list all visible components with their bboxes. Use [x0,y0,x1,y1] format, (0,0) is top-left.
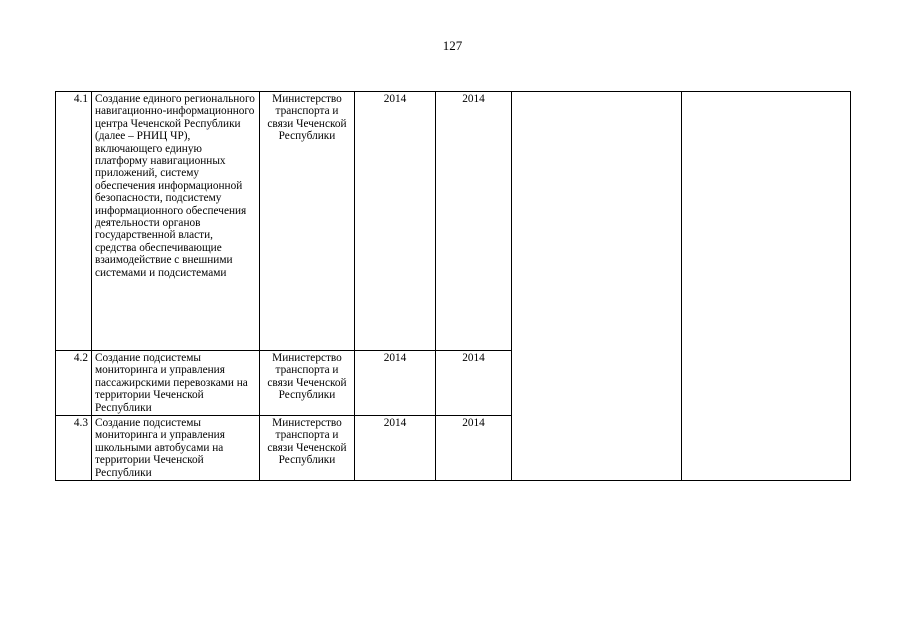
row-number: 4.1 [56,92,92,351]
empty-cell [682,92,851,481]
start-year: 2014 [355,416,436,481]
empty-cell [512,92,682,481]
measure-name: Создание единого регионального навигационно-информационного центра Чеченской Республики (далее – РНИЦ ЧР), включающего единую платформу навигационных приложений, систему обеспечения информационной безопасности, подсистему информационного обеспечения деятельности органов государственной власти, средства обеспечивающие взаимодействие с внешними системами и подсистемами [92,92,260,351]
start-year: 2014 [355,92,436,351]
row-number: 4.2 [56,351,92,416]
page-number: 127 [442,38,463,53]
end-year: 2014 [436,351,512,416]
executor: Министерство транспорта и связи Чеченской Республики [260,351,355,416]
end-year: 2014 [436,416,512,481]
measure-name: Создание подсистемы мониторинга и управления школьными автобусами на территории Чеченской Республики [92,416,260,481]
end-year: 2014 [436,92,512,351]
start-year: 2014 [355,351,436,416]
executor: Министерство транспорта и связи Чеченской Республики [260,92,355,351]
executor: Министерство транспорта и связи Чеченской Республики [260,416,355,481]
row-number: 4.3 [56,416,92,481]
program-table [55,91,851,481]
measure-name: Создание подсистемы мониторинга и управления пассажирскими перевозками на территории Чеченской Республики [92,351,260,416]
table-row [56,92,851,351]
